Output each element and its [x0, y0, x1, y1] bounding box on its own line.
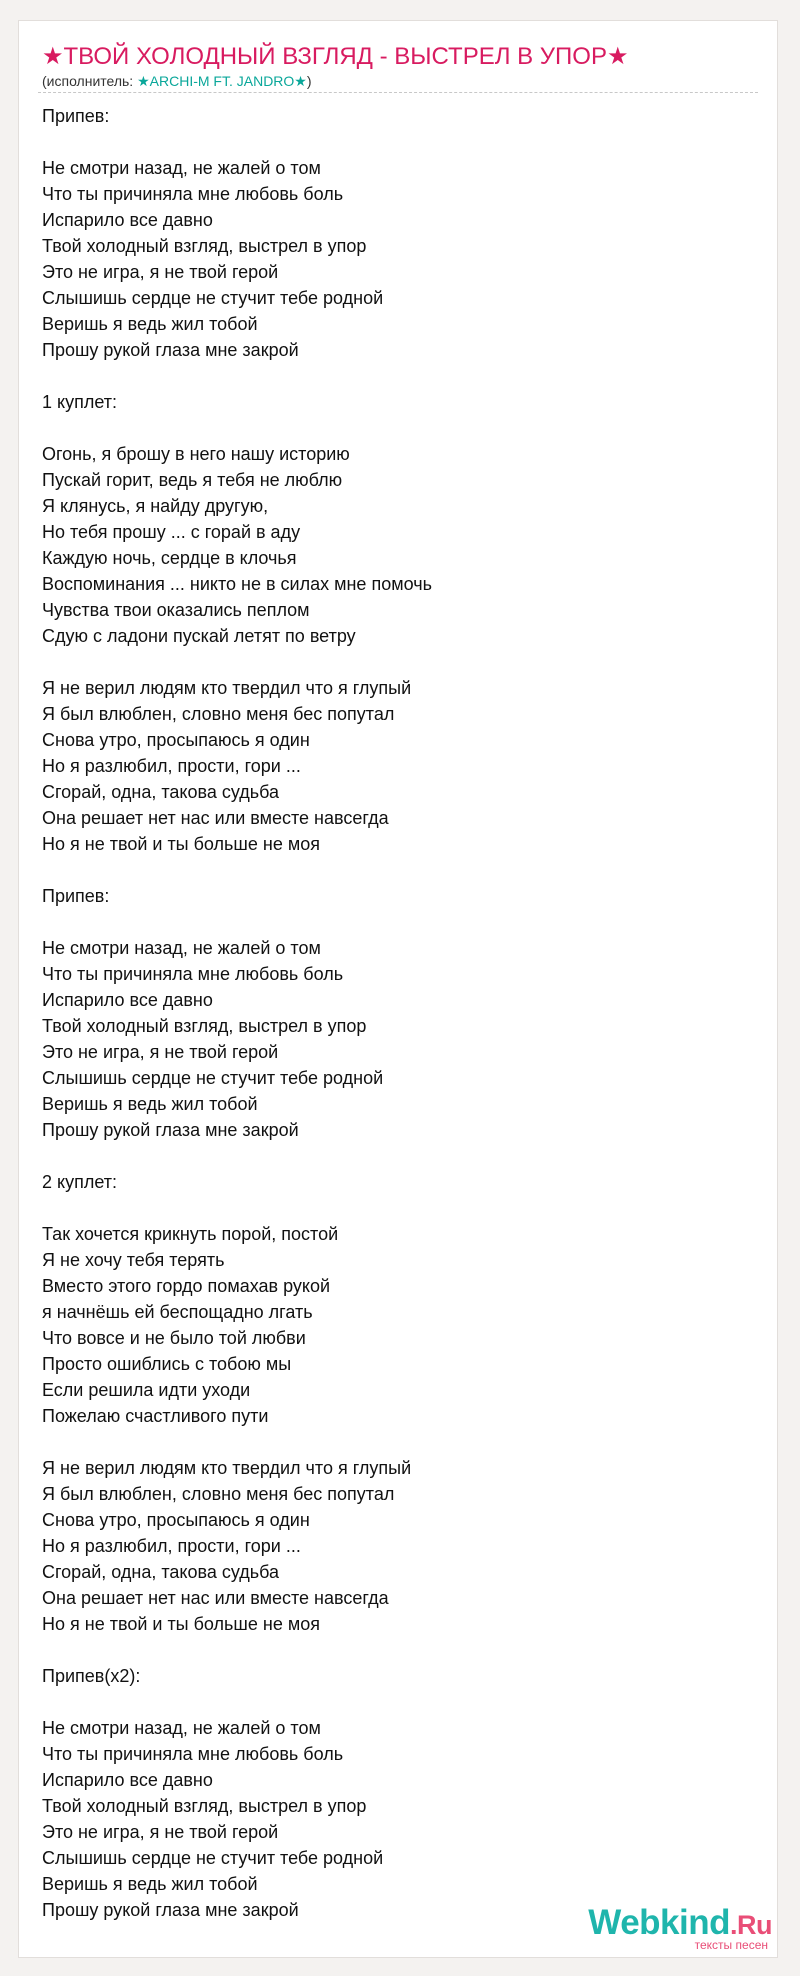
title-divider [38, 92, 758, 93]
artist-line [42, 72, 312, 90]
song-title: ★ТВОЙ ХОЛОДНЫЙ ВЗГЛЯД - ВЫСТРЕЛ В УПОР★ [42, 43, 629, 70]
logo-domain: .Ru [730, 1910, 772, 1940]
logo-tagline: тексты песен [694, 1938, 768, 1952]
artist-link[interactable]: ★ARCHI-M FT. JANDRO★ [137, 73, 307, 89]
webkind-logo[interactable] [588, 1905, 772, 1951]
logo-name: Webkind [588, 1903, 730, 1942]
artist-suffix: ) [306, 73, 312, 89]
lyrics-text: Припев: Не смотри назад, не жалей о том Что ты причиняла мне любовь боль Испарило все давно Твой холодный взгляд, выстрел в упор Это не игра, я не твой герой Слышишь сердце не стучит тебе родной Веришь я ведь жил тобой Прошу рукой глаза мне закрой 1 куплет: Огонь, я брошу в него нашу историю Пускай горит, ведь я тебя не люблю Я клянусь, я найду другую, Но тебя прошу ... с горай в аду Каждую ночь, сердце в клочья Воспоминания ... никто не в силах мне помочь Чувства твои оказались пеплом Сдую с ладони пускай летят по ветру Я не верил людям кто твердил что я глупый Я был влюблен, словно меня бес попутал Снова утро, просыпаюсь я один Но я разлюбил, прости, гори ... Сгорай, одна, такова судьба Она решает нет нас или вместе навсегда Но я не твой и ты больше не моя Припев: Не смотри назад, не жалей о том Что ты причиняла мне любовь боль Испарило все давно Твой холодный взгляд, выстрел в упор Это не игра, я не твой герой Слышишь сердце не стучит тебе родной Веришь я ведь жил тобой Прошу рукой глаза мне закрой 2 куплет: Так хочется крикнуть порой, постой Я не хочу тебя терять Вместо этого гордо помахав рукой я начнёшь ей беспощадно лгать Что вовсе и не было той любви Просто ошиблись с тобою мы Если решила идти уходи Пожелаю счастливого пути Я не верил людям кто твердил что я глупый Я был влюблен, словно меня бес попутал Снова утро, просыпаюсь я один Но я разлюбил, прости, гори ... Сгорай, одна, такова судьба Она решает нет нас или вместе навсегда Но я не твой и ты больше не моя Припев(x2): Не смотри назад, не жалей о том Что ты причиняла мне любовь боль Испарило все давно Твой холодный взгляд, выстрел в упор Это не игра, я не твой герой Слышишь сердце не стучит тебе родной Веришь я ведь жил тобой Прошу рукой глаза мне закрой [42, 106, 432, 1920]
artist-prefix: (исполнитель: [42, 73, 138, 89]
